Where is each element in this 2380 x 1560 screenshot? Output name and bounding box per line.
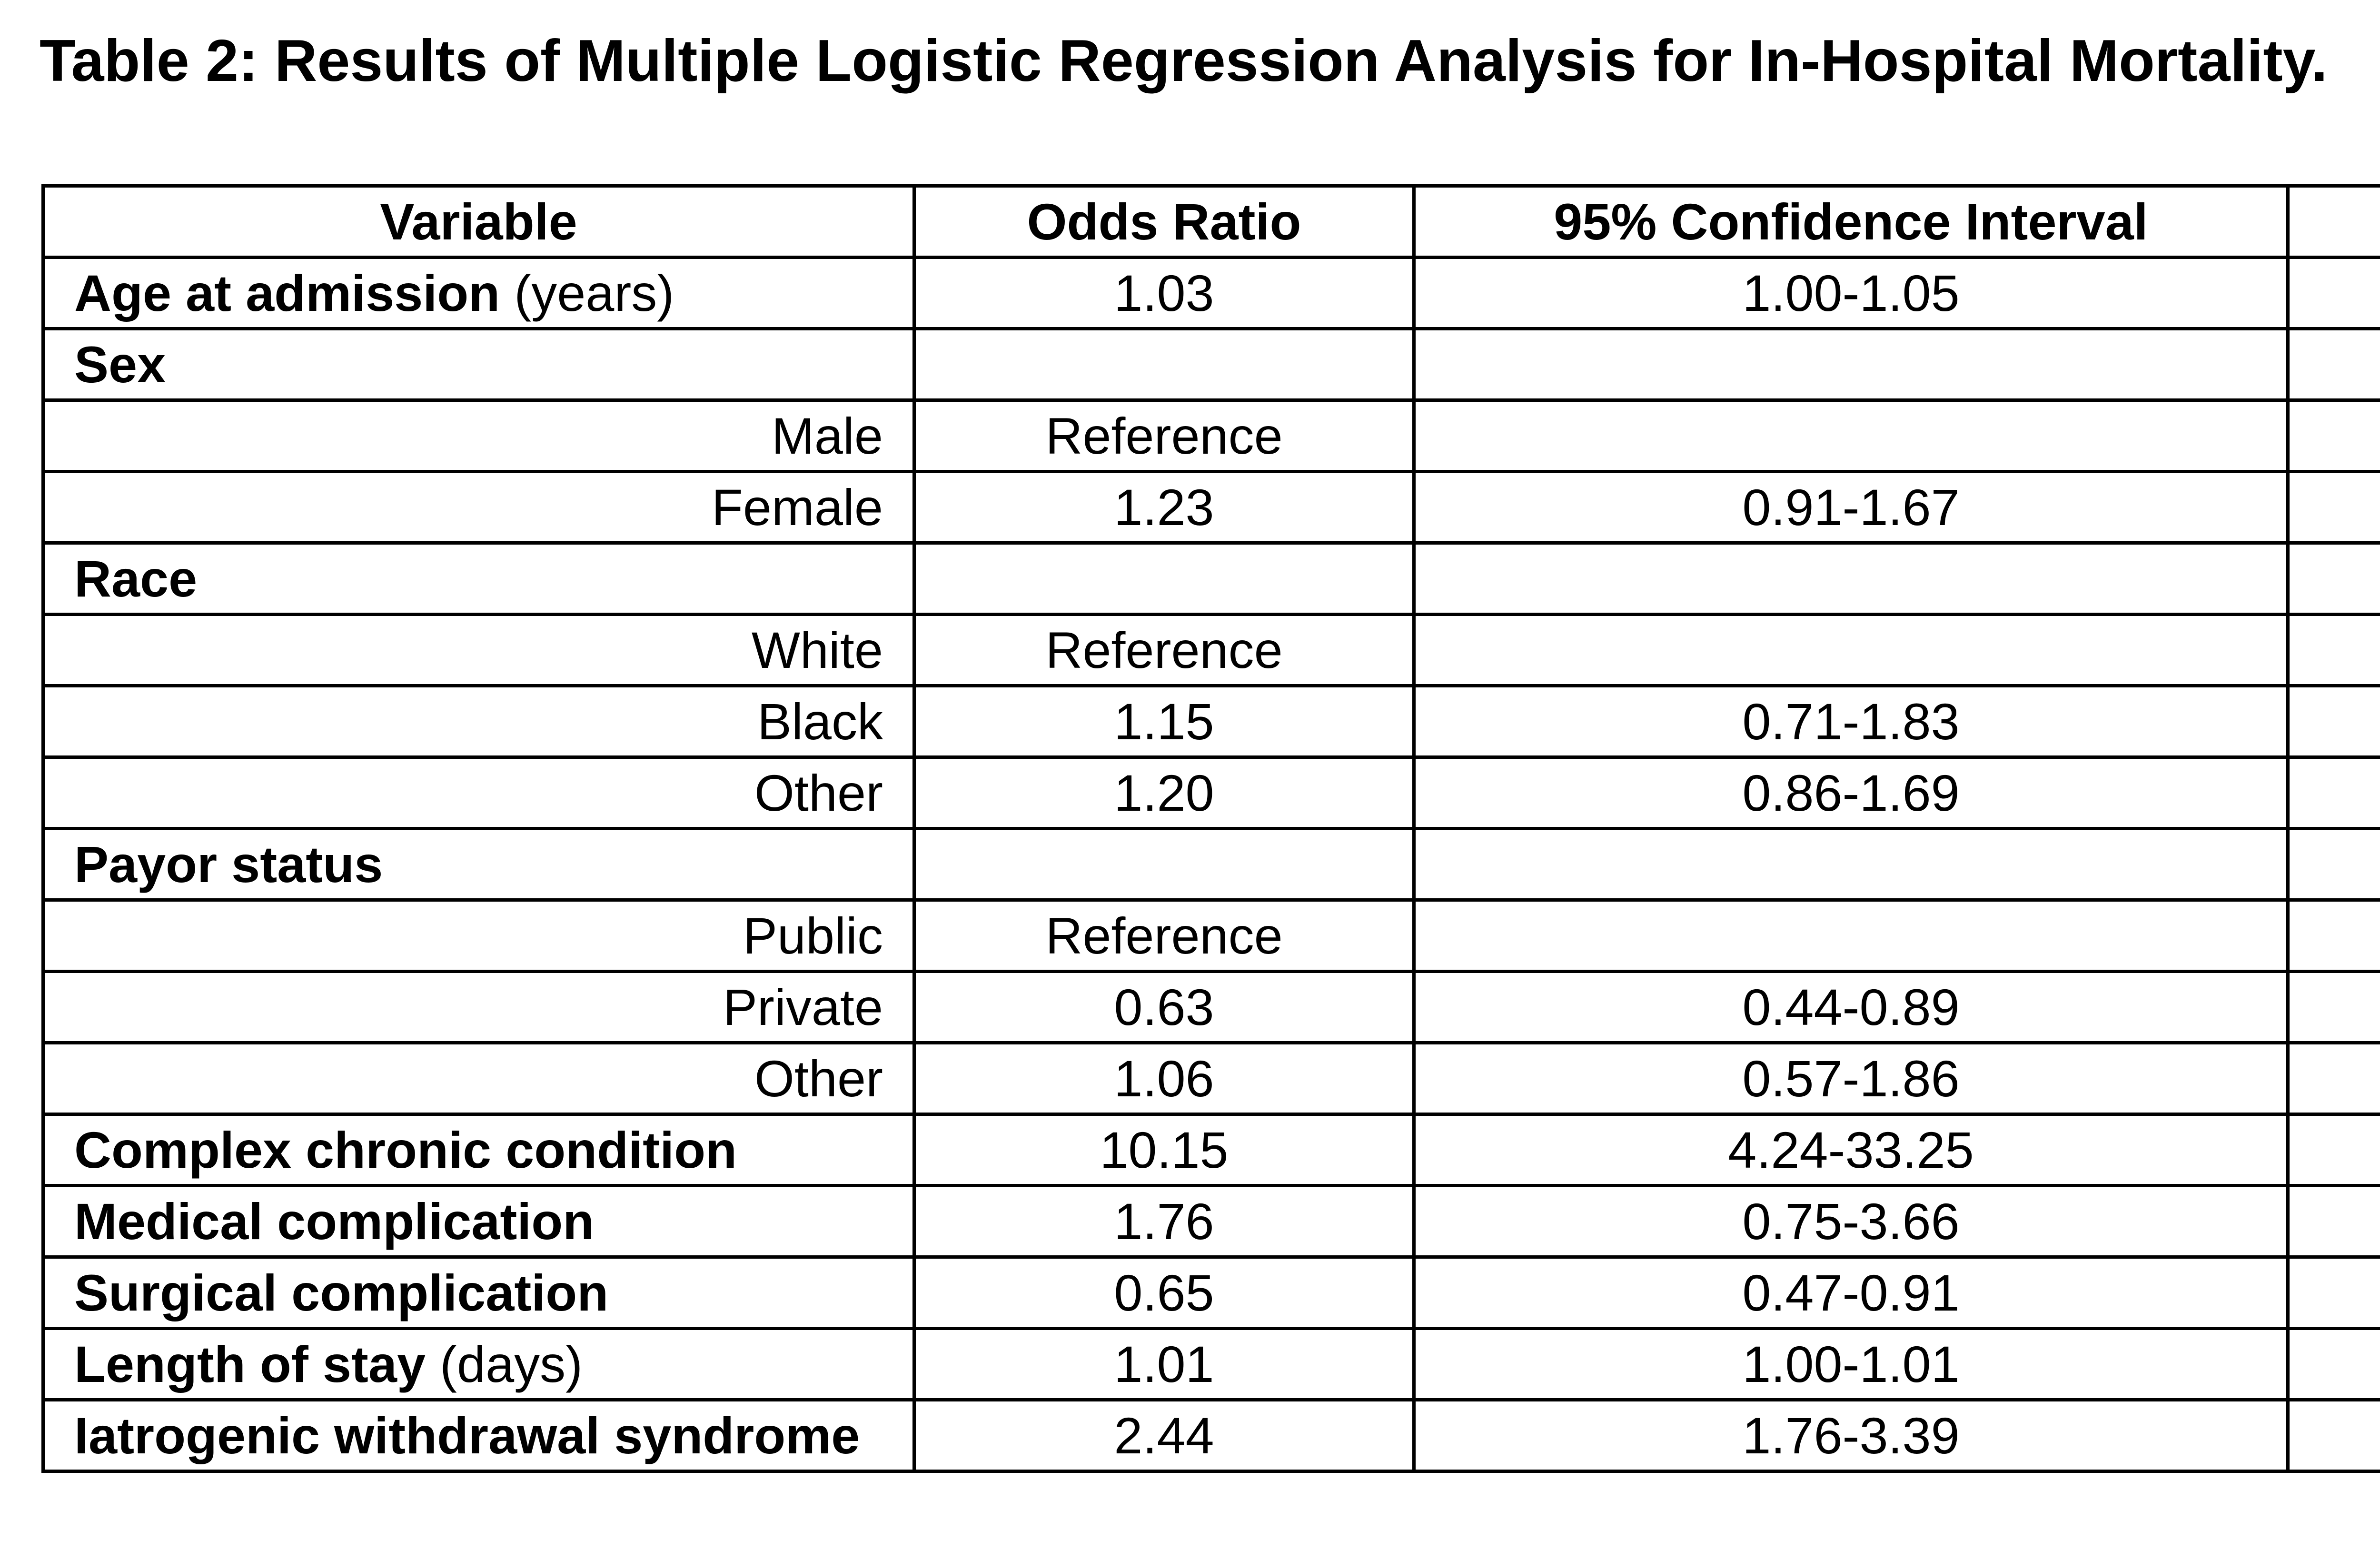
p-value-cell [2288,1114,2380,1186]
variable-cell: Private [43,972,914,1043]
variable-cell [43,258,914,329]
odds-ratio-cell: 1.76 [914,1186,1414,1257]
confidence-interval-cell: 0.71-1.83 [1414,686,2288,757]
table-row [43,543,2380,615]
confidence-interval-cell [1414,400,2288,472]
odds-ratio-cell [914,829,1414,900]
table-row [43,1257,2380,1329]
p-value-cell [2288,472,2380,543]
variable-label: Surgical complication [74,1263,609,1322]
p-value-cell [2288,900,2380,972]
confidence-interval-cell [1414,829,2288,900]
column-header-p-value [2288,186,2380,258]
odds-ratio-cell: 1.06 [914,1043,1414,1114]
confidence-interval-cell: 0.47-0.91 [1414,1257,2288,1329]
table-title: Table 2: Results of Multiple Logistic Regression Analysis for In-Hospital Mortality. [40,28,2328,94]
odds-ratio-cell: 10.15 [914,1114,1414,1186]
variable-cell [43,1400,914,1471]
confidence-interval-cell: 1.00-1.05 [1414,258,2288,329]
variable-cell: Black [43,686,914,757]
p-value-cell [2288,1186,2380,1257]
p-value-cell [2288,329,2380,400]
variable-label: Race [74,549,198,607]
variable-cell: Female [43,472,914,543]
confidence-interval-cell: 4.24-33.25 [1414,1114,2288,1186]
p-value-cell [2288,1400,2380,1471]
odds-ratio-cell [914,329,1414,400]
variable-unit: (years) [500,264,674,322]
variable-label: Payor status [74,835,383,893]
variable-cell: Other [43,1043,914,1114]
confidence-interval-cell: 0.86-1.69 [1414,757,2288,829]
variable-cell: White [43,615,914,686]
confidence-interval-cell: 0.75-3.66 [1414,1186,2288,1257]
variable-cell [43,329,914,400]
variable-label: Age at admission [74,264,500,322]
variable-cell [43,1186,914,1257]
table-row [43,686,2380,757]
p-value-cell [2288,1329,2380,1400]
confidence-interval-cell [1414,329,2288,400]
p-value-cell [2288,686,2380,757]
odds-ratio-cell: 1.20 [914,757,1414,829]
table-row [43,757,2380,829]
table-row [43,329,2380,400]
variable-cell: Other [43,757,914,829]
odds-ratio-cell: 1.15 [914,686,1414,757]
variable-cell [43,829,914,900]
variable-label: Length of stay [74,1335,426,1393]
table-row [43,472,2380,543]
odds-ratio-cell: 1.03 [914,258,1414,329]
confidence-interval-cell: 1.00-1.01 [1414,1329,2288,1400]
confidence-interval-cell: 1.76-3.39 [1414,1400,2288,1471]
table-row [43,258,2380,329]
odds-ratio-cell: 2.44 [914,1400,1414,1471]
p-value-cell [2288,829,2380,900]
p-value-cell [2288,543,2380,615]
variable-label: Sex [74,335,166,393]
table-row [43,900,2380,972]
column-header-variable: Variable [43,186,914,258]
p-value-cell [2288,258,2380,329]
table-row [43,400,2380,472]
table-row [43,1114,2380,1186]
p-value-cell [2288,400,2380,472]
variable-cell: Male [43,400,914,472]
confidence-interval-cell: 0.44-0.89 [1414,972,2288,1043]
odds-ratio-cell: 0.63 [914,972,1414,1043]
column-header-odds-ratio: Odds Ratio [914,186,1414,258]
confidence-interval-cell [1414,543,2288,615]
header-row [43,186,2380,258]
odds-ratio-cell: Reference [914,615,1414,686]
table-row [43,1400,2380,1471]
confidence-interval-cell: 0.57-1.86 [1414,1043,2288,1114]
variable-cell [43,1114,914,1186]
table-row [43,615,2380,686]
variable-cell [43,1329,914,1400]
table-row [43,1186,2380,1257]
variable-label: Complex chronic condition [74,1121,737,1179]
odds-ratio-cell: Reference [914,400,1414,472]
table-row [43,972,2380,1043]
results-table [41,184,2380,1473]
table-row [43,1043,2380,1114]
p-value-cell [2288,1257,2380,1329]
variable-label: Medical complication [74,1192,595,1250]
odds-ratio-cell: 0.65 [914,1257,1414,1329]
confidence-interval-cell [1414,900,2288,972]
p-value-cell [2288,1043,2380,1114]
odds-ratio-cell: Reference [914,900,1414,972]
confidence-interval-cell: 0.91-1.67 [1414,472,2288,543]
variable-cell [43,543,914,615]
variable-unit: (days) [426,1335,583,1393]
table-row [43,1329,2380,1400]
p-value-cell [2288,972,2380,1043]
variable-cell: Public [43,900,914,972]
p-value-cell [2288,757,2380,829]
column-header-confidence-interval: 95% Confidence Interval [1414,186,2288,258]
variable-cell [43,1257,914,1329]
odds-ratio-cell: 1.01 [914,1329,1414,1400]
table-row [43,829,2380,900]
odds-ratio-cell: 1.23 [914,472,1414,543]
variable-label: Iatrogenic withdrawal syndrome [74,1406,860,1464]
odds-ratio-cell [914,543,1414,615]
confidence-interval-cell [1414,615,2288,686]
p-value-cell [2288,615,2380,686]
